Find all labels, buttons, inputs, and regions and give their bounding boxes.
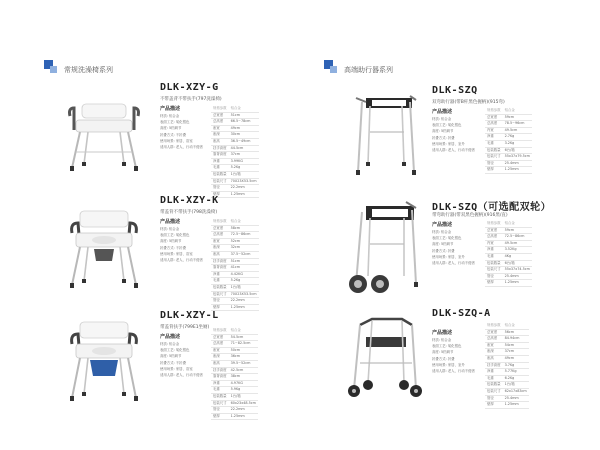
spec-key: 扶手高度 [211,367,229,374]
spec-value: 5.2Kg [229,165,259,172]
spec-key: 管径 [211,185,229,192]
spec-row [211,360,258,367]
spec-header-value: 铝合金 [229,219,259,225]
spec-row [485,127,532,134]
spec-value: 60x23x48.5cm [229,400,258,407]
spec-key: 管径 [485,273,503,280]
spec-key: 座深 [485,349,503,356]
spec-row [211,232,259,239]
desc-line: 适用人群: 老人、行动不便者 [160,258,203,263]
spec-value: 1.25mm [229,191,259,198]
spec-value: 6台/箱 [503,147,532,154]
spec-value: 3.52Kg [503,247,532,254]
spec-value: 25.4mm [503,160,532,167]
spec-row [211,284,259,291]
spec-row [211,374,258,381]
spec-key: 座高 [485,355,503,362]
desc-line: 高度: 5档调节 [160,354,182,359]
spec-row [485,369,529,376]
desc-line: 材质: 铝合金 [432,117,452,121]
spec-row [211,225,259,232]
spec-row [485,329,529,336]
spec-row [485,362,529,369]
product-code: DLK-SZQ（可选配双轮） [432,202,552,213]
desc-line: 材质: 铝合金 [160,342,180,346]
spec-row [485,160,532,167]
desc-line: 材质: 铝合金 [432,230,452,234]
spec-value: 62x17x83cm [503,388,529,395]
spec-row [485,234,532,241]
info-label: 产品描述 [160,106,181,112]
spec-key: 座高 [211,138,229,145]
product-subtitle: 双弯助行器(带B杆黑色握柄)(915弯) [432,100,505,105]
spec-value: 59cm [503,227,532,234]
spec-value: 1.25mm [503,402,529,409]
spec-key: 净重 [485,134,503,141]
desc-line: 适用人群: 老人、行动不便者 [432,261,475,266]
spec-value: 1.25mm [229,304,259,311]
spec-value: 4Kg [503,253,532,260]
spec-row [485,267,532,274]
desc-line: 高度: 5档调节 [160,239,182,244]
spec-row [485,240,532,247]
spec-row [485,167,532,174]
spec-key: 总宽度 [211,334,229,341]
spec-key: 毛重 [485,140,503,147]
spec-row [485,355,529,362]
spec-key: 总高度 [485,234,503,241]
wheeled-walker-image [346,198,426,296]
spec-key: 总高度 [211,341,229,348]
spec-row [485,382,529,389]
spec-row [211,291,259,298]
info-label: 产品描述 [432,330,453,336]
spec-row [485,349,529,356]
spec-row [485,375,529,382]
commode-chair-image [60,316,148,406]
desc-line: 折叠方式: 折叠 [432,248,455,253]
spec-key: 扶手高度 [485,362,503,369]
spec-key: 包装数量 [211,393,229,400]
header-square-icon [50,66,57,73]
spec-table [211,219,259,311]
spec-key: 包装数量 [485,382,503,389]
spec-row [211,165,259,172]
info-label: 产品描述 [160,334,181,340]
spec-key: 座宽 [211,125,229,132]
spec-key: 总高度 [485,121,503,128]
spec-table [485,221,532,287]
spec-row [485,134,532,141]
spec-row [485,114,532,121]
spec-row [211,178,259,185]
spec-row [485,247,532,254]
spec-value: 70X23X53.5cm [229,291,259,298]
spec-key: 管径 [485,395,503,402]
spec-key: 扶手高度 [211,258,229,265]
spec-value: 3.7Kg [503,362,529,369]
spec-row [211,367,258,374]
product-subtitle: 带弯助行器(带双黑色握柄)(916黑/直) [432,213,508,218]
section-title: 高端助行器系列 [344,66,393,74]
spec-row [211,238,259,245]
desc-line: 表面工艺: 氧化银色 [160,348,190,353]
spec-key: 包装数量 [211,284,229,291]
spec-row [485,388,529,395]
spec-key: 总宽度 [211,112,229,119]
spec-row [485,336,529,343]
spec-key: 净重 [211,271,229,278]
product-description [432,116,492,153]
spec-value: 38cm [229,374,258,381]
spec-row [211,112,259,119]
spec-value: 1台/箱 [503,382,529,389]
product-subtitle: 不带盖背不带扶手(797洗澡椅) [160,97,222,102]
spec-key: 座深 [211,354,229,361]
desc-line: 适用人群: 老人、行动不便者 [160,145,203,150]
spec-value: 5.9Kg [229,387,258,394]
desc-line: 材质: 铝合金 [432,338,452,342]
spec-value: 5.2Kg [229,278,259,285]
spec-value: 4.42KG [229,271,259,278]
spec-value: 78.5~96cm [503,121,532,128]
spec-key: 管径 [211,298,229,305]
spec-value: 3.2Kg [503,140,532,147]
spec-value: 54.5cm [229,334,258,341]
spec-value: 70X23X53.5cm [229,178,259,185]
product-subtitle: 带盖背扶手(799E1坐厕) [160,325,210,330]
spec-key: 毛重 [211,278,229,285]
spec-key: 座高 [211,251,229,258]
desc-line: 材质: 铝合金 [160,114,180,118]
spec-value: 84.94cm [503,336,529,343]
spec-row [211,278,259,285]
desc-line: 表面工艺: 氧化银色 [160,233,190,238]
spec-row [211,347,258,354]
desc-line: 使用场景: 家居、室外 [432,254,465,259]
bath-chair-image [60,90,148,178]
desc-line: 使用场景: 家居、浴室 [160,366,193,371]
spec-key: 包装尺寸 [485,388,503,395]
spec-table [485,108,532,174]
spec-key: 毛重 [485,253,503,260]
spec-value: 1台/箱 [229,284,259,291]
spec-value: 22.2mm [229,407,258,414]
spec-key: 内宽 [485,240,503,247]
product-code: DLK-SZQ-A [432,308,491,319]
spec-key: 总宽度 [485,114,503,121]
header-square-icon [330,66,337,73]
spec-table [485,323,529,409]
spec-header-key: 规格参数 [211,328,229,334]
desc-line: 使用场景: 家居、浴室 [160,138,193,143]
spec-value: 72.5~86cm [229,232,259,239]
spec-header-value: 铝合金 [503,221,532,227]
spec-row [485,227,532,234]
spec-row [485,280,532,287]
spec-value: 3.99KG [229,158,259,165]
info-label: 产品描述 [432,222,453,228]
spec-row [211,171,259,178]
spec-row [211,265,259,272]
product-code: DLK-SZQ [432,85,478,96]
desc-line: 使用场景: 家居、室外 [432,362,465,367]
spec-row [211,341,258,348]
spec-value: 72.5~86cm [503,234,532,241]
spec-key: 内宽 [485,127,503,134]
spec-key: 包装尺寸 [211,291,229,298]
spec-row [485,253,532,260]
spec-key: 总高度 [211,119,229,126]
product-code: DLK-XZY-G [160,82,219,93]
spec-value: 39.5~52cm [229,360,258,367]
spec-value: 30cm [229,132,259,139]
spec-row [485,140,532,147]
spec-row [211,138,259,145]
product-description [432,229,492,266]
spec-value: 32cm [229,245,259,252]
spec-row [211,400,258,407]
info-label: 产品描述 [432,109,453,115]
spec-value: 56cm [503,329,529,336]
desc-line: 适用人群: 老人、行动不便者 [160,373,203,378]
product-code: DLK-XZY-L [160,310,219,321]
desc-line: 使用场景: 家居、室外 [432,141,465,146]
spec-row [485,147,532,154]
spec-value: 1台/箱 [229,171,259,178]
spec-value: 51cm [229,258,259,265]
spec-value: 5.77Kg [503,369,529,376]
spec-header-key: 规格参数 [211,219,229,225]
spec-row [211,132,259,139]
desc-line: 高度: 5档调节 [432,350,454,355]
spec-row [485,154,532,161]
spec-value: 52cm [229,238,259,245]
rollator-image [342,313,430,403]
spec-row [211,185,259,192]
spec-value: 55x37x74.5cm [503,267,532,274]
desc-line: 材质: 铝合金 [160,227,180,231]
spec-key: 靠背高度 [211,374,229,381]
product-code: DLK-XZY-K [160,195,219,206]
desc-line: 表面工艺: 氧化银色 [432,344,462,349]
spec-value: 55x37x79.5cm [503,154,532,161]
info-label: 产品描述 [160,219,181,225]
spec-key: 包装数量 [211,171,229,178]
spec-value: 41cm [229,265,259,272]
spec-value: 22.2mm [229,298,259,305]
spec-key: 座高 [211,360,229,367]
spec-value: 22.2mm [229,185,259,192]
spec-key: 管径 [485,160,503,167]
spec-key: 座宽 [211,238,229,245]
spec-value: 51cm [229,112,259,119]
spec-row [211,298,259,305]
spec-value: 37cm [503,349,529,356]
spec-row [211,251,259,258]
spec-key: 包装尺寸 [211,400,229,407]
desc-line: 表面工艺: 氧化银色 [432,123,462,128]
spec-value: 6.2Kg [503,375,529,382]
spec-value: 49.5cm [503,127,532,134]
spec-header-key: 规格参数 [485,108,503,114]
spec-key: 靠背高度 [211,265,229,272]
spec-header-value: 铝合金 [503,108,532,114]
spec-value: 37.5~52cm [229,251,259,258]
desc-line: 折叠方式: 不折叠 [160,245,186,250]
spec-row [211,158,259,165]
spec-table [211,328,258,420]
desc-line: 高度: 5档调节 [160,126,182,131]
spec-row [211,393,258,400]
spec-value: 49cm [503,355,529,362]
spec-key: 包装尺寸 [485,154,503,161]
spec-value: 36.5~49cm [229,138,259,145]
spec-key: 总宽度 [211,225,229,232]
spec-key: 扶手高度 [211,145,229,152]
spec-value: 71~82.5cm [229,341,258,348]
spec-row [211,380,258,387]
spec-value: 58cm [229,225,259,232]
spec-header-value: 铝合金 [229,106,259,112]
spec-value: 1.25mm [503,167,532,174]
spec-key: 包装尺寸 [211,178,229,185]
desc-line: 高度: 5档调节 [432,129,454,134]
spec-key: 净重 [485,369,503,376]
spec-value: 36cm [229,354,258,361]
spec-row [485,402,529,409]
spec-key: 管径 [211,407,229,414]
spec-table [211,106,259,198]
spec-key: 靠背高度 [211,152,229,159]
spec-key: 座深 [211,132,229,139]
spec-key: 包装尺寸 [485,267,503,274]
spec-key: 总宽度 [485,227,503,234]
spec-key: 毛重 [485,375,503,382]
spec-key: 壁厚 [485,167,503,174]
desc-line: 表面工艺: 氧化银色 [432,236,462,241]
spec-key: 总高度 [211,232,229,239]
desc-line: 折叠方式: 不折叠 [160,132,186,137]
spec-header-value: 铝合金 [229,328,258,334]
spec-value: 49cm [229,125,259,132]
spec-key: 总宽度 [485,329,503,336]
spec-row [211,125,259,132]
spec-value: 49.5cm [503,240,532,247]
spec-value: 6台/箱 [503,260,532,267]
spec-row [211,258,259,265]
spec-value: 1.25mm [503,280,532,287]
spec-key: 净重 [485,247,503,254]
spec-value: 4.97KG [229,380,258,387]
spec-key: 净重 [211,380,229,387]
spec-row [485,260,532,267]
desc-line: 折叠方式: 折叠 [432,135,455,140]
desc-line: 表面工艺: 氧化银色 [160,120,190,125]
spec-value: 25.4mm [503,273,532,280]
spec-row [485,395,529,402]
spec-row [211,271,259,278]
desc-line: 高度: 5档调节 [432,242,454,247]
spec-key: 座宽 [211,347,229,354]
spec-key: 壁厚 [211,413,229,420]
spec-row [211,245,259,252]
spec-key: 座宽 [485,342,503,349]
spec-value: 1.25mm [229,413,258,420]
spec-header-value: 铝合金 [503,323,529,329]
desc-line: 适用人群: 老人、行动不便者 [432,369,475,374]
spec-row [211,413,258,420]
spec-row [211,354,258,361]
spec-row [485,342,529,349]
spec-value: 44.5cm [229,145,259,152]
spec-key: 净重 [211,158,229,165]
spec-value: 2.7Kg [503,134,532,141]
spec-value: 25.4mm [503,395,529,402]
spec-value: 54cm [503,342,529,349]
product-subtitle: 带盖背不带扶手(798洗澡椅) [160,210,218,215]
spec-key: 包装数量 [485,147,503,154]
spec-row [211,145,259,152]
spec-key: 壁厚 [485,280,503,287]
spec-header-key: 规格参数 [485,221,503,227]
spec-key: 座深 [211,245,229,252]
bath-chair-with-commode-image [60,203,148,293]
walking-frame-image [348,88,424,180]
spec-value: 50cm [229,347,258,354]
spec-header-key: 规格参数 [485,323,503,329]
desc-line: 适用人群: 老人、行动不便者 [432,148,475,153]
spec-key: 壁厚 [211,191,229,198]
spec-value: 42.5cm [229,367,258,374]
spec-row [211,407,258,414]
spec-key: 毛重 [211,165,229,172]
spec-key: 壁厚 [485,402,503,409]
spec-row [211,152,259,159]
desc-line: 折叠方式: 折叠 [432,356,455,361]
spec-row [211,334,258,341]
spec-value: 37cm [229,152,259,159]
spec-row [211,387,258,394]
spec-key: 包装数量 [485,260,503,267]
spec-key: 壁厚 [211,304,229,311]
spec-key: 毛重 [211,387,229,394]
spec-row [485,273,532,280]
spec-key: 总高度 [485,336,503,343]
desc-line: 使用场景: 家居、浴室 [160,251,193,256]
spec-header-key: 规格参数 [211,106,229,112]
desc-line: 折叠方式: 不折叠 [160,360,186,365]
spec-value: 66.5~78cm [229,119,259,126]
spec-value: 59cm [503,114,532,121]
spec-row [485,121,532,128]
section-title: 常规洗澡椅系列 [64,66,113,74]
spec-row [211,119,259,126]
product-description [432,337,492,374]
spec-value: 1台/箱 [229,393,258,400]
